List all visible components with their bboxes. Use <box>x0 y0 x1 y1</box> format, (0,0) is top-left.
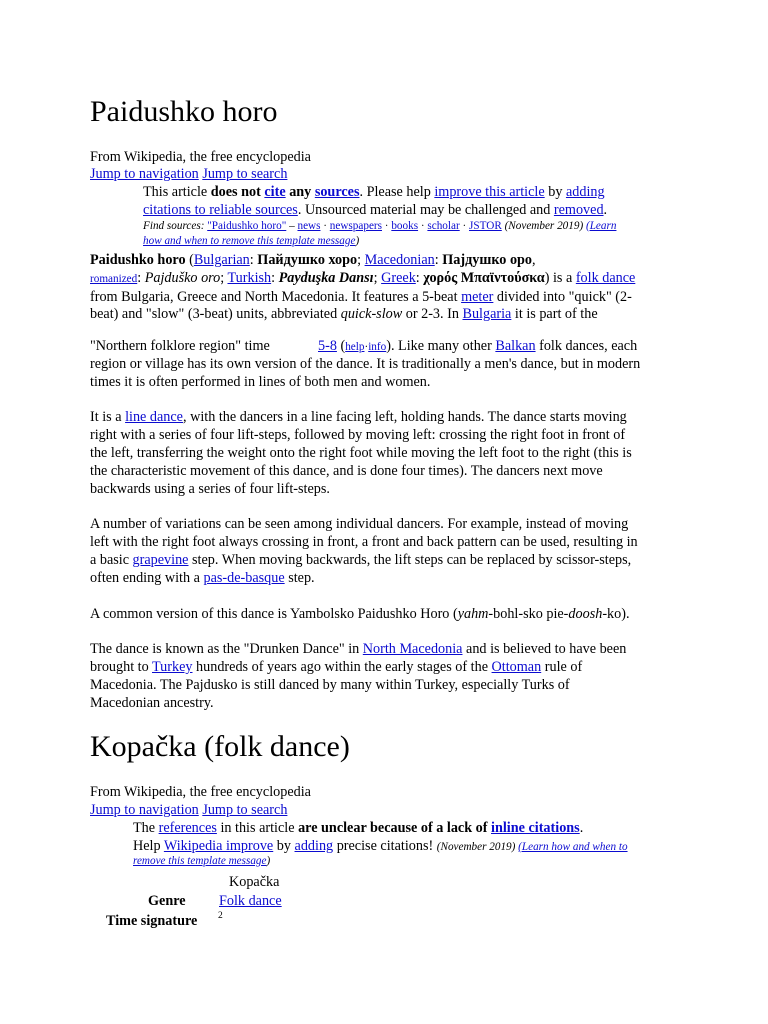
jump-links <box>90 802 287 819</box>
text-line: from Bulgaria, Greece and North Macedonia. It features a 5-beat meter divided into "quick" (2- <box>90 289 632 305</box>
paragraph: A common version of this dance is Yambolsko Paidushko Horo (yahm-bohl-sko pie-doosh-ko). <box>90 606 630 622</box>
adding-link[interactable]: adding <box>565 184 605 200</box>
macedonian-link[interactable]: Macedonian <box>364 252 435 268</box>
find-sources-line: Find sources: "Paidushko horo" – news · newspapers · books · scholar · JSTOR (November 2019) (Learn <box>143 220 617 232</box>
line-dance-link[interactable]: line dance <box>125 409 183 425</box>
info-link[interactable]: info <box>368 341 387 353</box>
notice-line: This article does not cite any sources. Please help improve this article by adding <box>143 184 605 200</box>
improve-article-link[interactable]: improve this article <box>434 184 545 200</box>
references-link[interactable]: references <box>158 820 217 836</box>
text-line: brought to Turkey hundreds of years ago within the early stages of the Ottoman rule of <box>90 659 583 675</box>
text-line: right with a series of four lift-steps, followed by moving left: crossing the right foot in front of <box>90 427 626 443</box>
sources-link[interactable]: sources <box>314 184 360 200</box>
remove-template-message-link[interactable]: how and when to remove this template message <box>143 235 356 247</box>
tagline: From Wikipedia, the free encyclopedia <box>90 784 311 800</box>
infobox-caption: Kopačka <box>229 874 280 890</box>
find-sources-line: how and when to remove this template message) <box>143 235 360 247</box>
text-line: romanized: Pajduško oro; Turkish: Payduşka Dansı; Greek: χορός Μπαϊντούσκα) is a folk dance <box>90 270 636 286</box>
bulgarian-link[interactable]: Bulgarian <box>193 252 250 268</box>
text-line: times it is often performed in lines of both men and women. <box>90 374 431 390</box>
text-line: "Northern folklore region" time <box>90 338 270 354</box>
genre-value-link[interactable]: Folk dance <box>219 893 282 909</box>
text-line: Macedonian ancestry. <box>90 695 214 711</box>
news-link[interactable]: news <box>297 220 321 232</box>
removed-link[interactable]: removed <box>553 202 604 218</box>
five-eight-link[interactable]: 5-8 <box>318 338 337 354</box>
jump-links <box>90 166 287 183</box>
text-line: often ending with a pas-de-basque step. <box>90 570 315 586</box>
text-line: Paidushko horo (Bulgarian: Пайдушко хоро; Macedonian: Пајдушко оро, <box>90 252 536 268</box>
ottoman-link[interactable]: Ottoman <box>491 659 542 675</box>
north-macedonia-link[interactable]: North Macedonia <box>362 641 463 657</box>
text-line: region or village has its own version of the dance. It is traditionally a men's dance, but in modern <box>90 356 641 372</box>
help-link[interactable]: help <box>345 341 365 353</box>
jump-to-navigation-link[interactable]: Jump to navigation <box>90 802 199 818</box>
grapevine-link[interactable]: grapevine <box>132 552 189 568</box>
section-title: Kopačka (folk dance) <box>90 730 350 763</box>
turkey-link[interactable]: Turkey <box>152 659 193 675</box>
text-line: left with the right foot always crossing in front, a front and back pattern can be used, resulting in <box>90 534 638 550</box>
cite-link[interactable]: cite <box>264 184 286 200</box>
books-link[interactable]: books <box>391 220 419 232</box>
jump-to-search-link[interactable]: Jump to search <box>202 166 288 182</box>
newspapers-link[interactable]: newspapers <box>329 220 382 232</box>
balkan-link[interactable]: Balkan <box>495 338 536 354</box>
time-signature-value: 2 <box>218 911 223 921</box>
text-line: the left, transferring the weight onto the right foot while moving the left foot to the right (this is <box>90 445 632 461</box>
citations-reliable-sources-link[interactable]: citations to reliable sources <box>143 202 298 218</box>
page-title: Paidushko horo <box>90 95 278 128</box>
notice-line: citations to reliable sources. Unsourced material may be challenged and removed. <box>143 202 608 218</box>
audio-time-signature: 5-8 (help·info). Like many other Balkan folk dances, each <box>318 338 638 354</box>
tagline: From Wikipedia, the free encyclopedia <box>90 149 311 165</box>
text-line: the characteristic movement of this dance, and is done four times). The dancers next move <box>90 463 603 479</box>
text-line: Macedonia. The Pajdusko is still danced by many within Turkey, especially Turks of <box>90 677 570 693</box>
notice-line: Help Wikipedia improve by adding precise citations! (November 2019) (Learn how and when to <box>133 838 628 854</box>
notice-line: The references in this article are unclear because of a lack of inline citations. <box>133 820 584 836</box>
jump-to-navigation-link[interactable]: Jump to navigation <box>90 166 199 182</box>
genre-label: Genre <box>148 893 186 909</box>
folk-dance-link[interactable]: folk dance <box>575 270 636 286</box>
text-line: backwards using a series of four lift-steps. <box>90 481 330 497</box>
notice-line: remove this template message) <box>133 855 271 867</box>
text-line: The dance is known as the "Drunken Dance" in North Macedonia and is believed to have been <box>90 641 627 657</box>
search-term-link[interactable]: "Paidushko horo" <box>207 220 287 232</box>
jstor-link[interactable]: JSTOR <box>469 220 502 232</box>
time-signature-label: Time signature <box>106 913 198 929</box>
remove-template-message-link[interactable]: remove this template message <box>133 855 267 867</box>
greek-link[interactable]: Greek <box>381 270 416 286</box>
jump-to-search-link[interactable]: Jump to search <box>202 802 288 818</box>
bulgaria-link[interactable]: Bulgaria <box>462 306 512 322</box>
meter-link[interactable]: meter <box>461 289 494 305</box>
turkish-link[interactable]: Turkish <box>227 270 272 286</box>
scholar-link[interactable]: scholar <box>427 220 460 232</box>
text-line: A number of variations can be seen among individual dancers. For example, instead of moving <box>90 516 629 532</box>
text-line: a basic grapevine step. When moving backwards, the lift steps can be replaced by scissor-steps, <box>90 552 632 568</box>
learn-link[interactable]: (Learn how and when to <box>518 841 628 853</box>
text-line: beat) and "slow" (3-beat) units, abbreviated quick-slow or 2-3. In Bulgaria it is part of the <box>90 306 598 322</box>
pas-de-basque-link[interactable]: pas-de-basque <box>203 570 285 586</box>
learn-link[interactable]: (Learn <box>585 220 617 232</box>
inline-citations-link[interactable]: inline citations <box>491 820 580 836</box>
romanized-link[interactable]: romanized <box>90 273 138 285</box>
adding-link[interactable]: adding <box>294 838 334 854</box>
wikipedia-improve-link[interactable]: Wikipedia improve <box>163 838 274 854</box>
text-line: It is a line dance, with the dancers in a line facing left, holding hands. The dance starts moving <box>90 409 627 425</box>
